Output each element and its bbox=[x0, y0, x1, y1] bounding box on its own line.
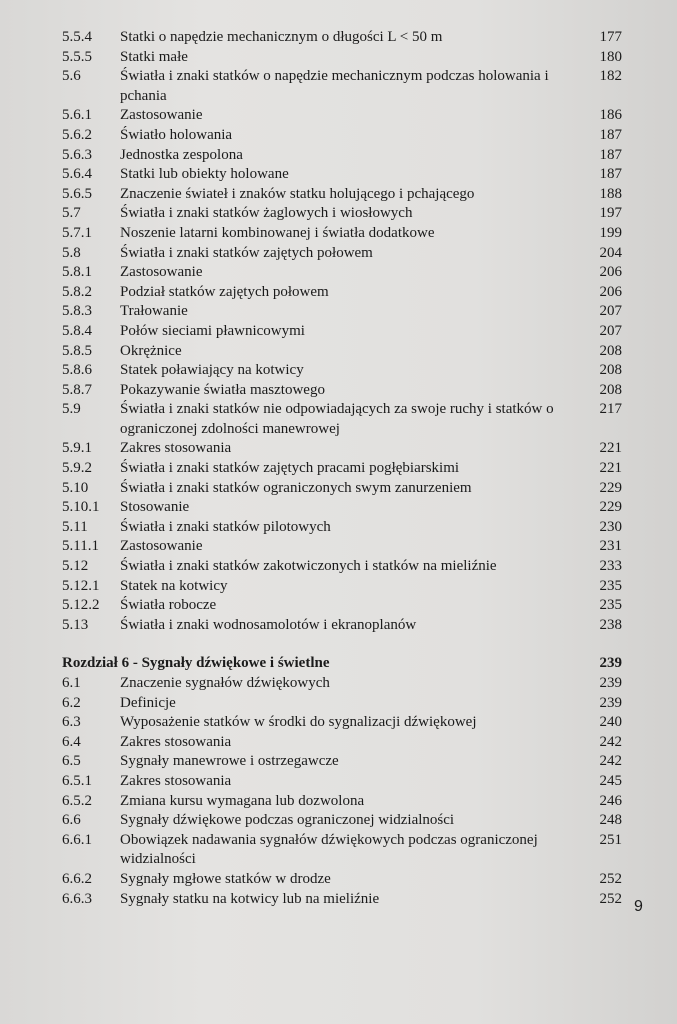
entry-title: Statek poławiający na kotwicy bbox=[120, 362, 304, 379]
entry-number: 5.8.2 bbox=[62, 283, 92, 300]
entry-page: 248 bbox=[599, 812, 622, 829]
entry-number: 5.12.1 bbox=[62, 577, 100, 594]
entry-page: 238 bbox=[599, 616, 622, 633]
entry-number: 5.7.1 bbox=[62, 224, 92, 241]
entry-page: 188 bbox=[599, 185, 622, 202]
entry-number: 5.8.6 bbox=[62, 362, 92, 379]
entry-number: 5.12 bbox=[62, 558, 89, 575]
entry-number: 5.6.1 bbox=[62, 107, 92, 124]
entry-page: 187 bbox=[599, 146, 622, 163]
entry-title: Światła i znaki statków ograniczonych swym zanurzeniem bbox=[120, 479, 472, 496]
chapter-page: 239 bbox=[599, 655, 622, 672]
entry-title: Światła i znaki statków pilotowych bbox=[120, 518, 331, 535]
table-of-contents bbox=[62, 28, 622, 909]
entry-title: Sygnały dźwiękowe podczas ograniczonej widzialności bbox=[120, 812, 455, 829]
entry-page: 252 bbox=[599, 890, 622, 907]
entry-page: 233 bbox=[599, 558, 622, 575]
entry-title: Światła i znaki statków nie odpowiadających za swoje ruchy i statków o ograniczonej zdolności manewrowej bbox=[120, 401, 554, 437]
entry-title: Światło holowania bbox=[120, 126, 233, 143]
toc-entry bbox=[62, 361, 622, 381]
entry-number: 5.9 bbox=[62, 401, 81, 418]
entry-number: 5.13 bbox=[62, 616, 89, 633]
toc-entry bbox=[62, 244, 622, 264]
entry-page: 187 bbox=[599, 166, 622, 183]
entry-number: 5.10 bbox=[62, 479, 89, 496]
chapter-title: Rozdział 6 - Sygnały dźwiękowe i świetlne bbox=[62, 655, 330, 672]
entry-title: Statek na kotwicy bbox=[120, 577, 228, 594]
toc-entry bbox=[62, 224, 622, 244]
entry-title: Definicje bbox=[120, 694, 176, 711]
toc-entry bbox=[62, 283, 622, 303]
entry-number: 5.9.2 bbox=[62, 460, 92, 477]
entry-title: Statki lub obiekty holowane bbox=[120, 166, 289, 183]
entry-number: 6.5 bbox=[62, 753, 81, 770]
entry-page: 242 bbox=[599, 753, 622, 770]
toc-entry bbox=[62, 752, 622, 772]
entry-number: 6.4 bbox=[62, 733, 81, 750]
entry-number: 6.5.2 bbox=[62, 792, 92, 809]
entry-title: Obowiązek nadawania sygnałów dźwiękowych podczas ograniczonej widzialności bbox=[120, 831, 538, 868]
toc-entry bbox=[62, 870, 622, 890]
toc-entry bbox=[62, 616, 622, 636]
entry-number: 5.6.4 bbox=[62, 166, 92, 183]
entry-number: 6.6.2 bbox=[62, 870, 92, 887]
entry-number: 6.6 bbox=[62, 812, 81, 829]
toc-entry bbox=[62, 322, 622, 342]
toc-entry bbox=[62, 126, 622, 146]
entry-number: 5.8.5 bbox=[62, 342, 92, 359]
entry-page: 221 bbox=[599, 440, 622, 457]
toc-entry bbox=[62, 28, 622, 48]
entry-page: 204 bbox=[599, 244, 622, 261]
toc-entry bbox=[62, 577, 622, 597]
entry-title: Sygnały mgłowe statków w drodze bbox=[120, 870, 331, 887]
entry-title: Statki małe bbox=[120, 48, 188, 65]
entry-number: 6.5.1 bbox=[62, 772, 92, 789]
entry-page: 187 bbox=[599, 126, 622, 143]
toc-entry bbox=[62, 165, 622, 185]
entry-title: Sygnały manewrowe i ostrzegawcze bbox=[120, 753, 339, 770]
toc-entry bbox=[62, 479, 622, 499]
toc-entry bbox=[62, 106, 622, 126]
entry-number: 6.6.3 bbox=[62, 890, 92, 907]
entry-number: 6.1 bbox=[62, 675, 81, 691]
entry-title: Jednostka zespolona bbox=[120, 146, 243, 163]
entry-page: 199 bbox=[599, 224, 622, 241]
entry-page: 230 bbox=[599, 518, 622, 535]
entry-number: 5.9.1 bbox=[62, 440, 92, 457]
entry-page: 239 bbox=[599, 694, 622, 711]
entry-title: Znaczenie sygnałów dźwiękowych bbox=[120, 675, 330, 691]
entry-title: Zastosowanie bbox=[120, 538, 203, 555]
entry-title: Zastosowanie bbox=[120, 264, 203, 281]
toc-entry bbox=[62, 498, 622, 518]
entry-title: Zakres stosowania bbox=[120, 440, 232, 457]
toc-entry bbox=[62, 890, 622, 910]
entry-number: 5.5.4 bbox=[62, 29, 92, 45]
entry-page: 206 bbox=[599, 264, 622, 281]
chapter-heading bbox=[62, 654, 622, 674]
entry-title: Statki o napędzie mechanicznym o długości L < 50 m bbox=[120, 29, 443, 45]
entry-page: 251 bbox=[599, 831, 622, 848]
entry-title: Zakres stosowania bbox=[120, 733, 232, 750]
entry-title: Światła i znaki statków zajętych pracami pogłębiarskimi bbox=[120, 460, 460, 477]
entry-number: 5.10.1 bbox=[62, 499, 100, 516]
toc-entry bbox=[62, 342, 622, 362]
entry-page: 182 bbox=[599, 68, 622, 85]
entry-number: 5.8.4 bbox=[62, 322, 92, 339]
entry-title: Światła i znaki statków zakotwiczonych i statków na mieliźnie bbox=[120, 558, 497, 575]
toc-entry bbox=[62, 146, 622, 166]
entry-page: 208 bbox=[599, 342, 622, 359]
entry-page: 245 bbox=[599, 772, 622, 789]
entry-title: Połów sieciami pławnicowymi bbox=[120, 322, 305, 339]
entry-number: 5.11.1 bbox=[62, 538, 99, 555]
entry-page: 206 bbox=[599, 283, 622, 300]
entry-page: 240 bbox=[599, 714, 622, 731]
entry-number: 6.6.1 bbox=[62, 831, 92, 848]
entry-page: 186 bbox=[599, 107, 622, 124]
entry-number: 6.3 bbox=[62, 714, 81, 731]
entry-title: Pokazywanie światła masztowego bbox=[120, 381, 325, 398]
entry-page: 217 bbox=[599, 401, 622, 418]
entry-page: 239 bbox=[599, 675, 622, 691]
entry-number: 5.8 bbox=[62, 244, 81, 261]
entry-title: Światła i znaki statków zajętych połowem bbox=[120, 244, 373, 261]
toc-entry bbox=[62, 674, 622, 694]
entry-page: 207 bbox=[599, 322, 622, 339]
entry-number: 5.6.2 bbox=[62, 126, 92, 143]
entry-page: 229 bbox=[599, 499, 622, 516]
entry-page: 242 bbox=[599, 733, 622, 750]
toc-entry bbox=[62, 439, 622, 459]
toc-entry bbox=[62, 811, 622, 831]
entry-page: 229 bbox=[599, 479, 622, 496]
entry-page: 207 bbox=[599, 303, 622, 320]
toc-entry bbox=[62, 400, 622, 439]
entry-number: 5.6.5 bbox=[62, 185, 92, 202]
toc-entry bbox=[62, 204, 622, 224]
entry-title: Wyposażenie statków w środki do sygnalizacji dźwiękowej bbox=[120, 714, 477, 731]
entry-page: 197 bbox=[599, 205, 622, 222]
entry-title: Zastosowanie bbox=[120, 107, 203, 124]
toc-entry bbox=[62, 518, 622, 538]
entry-number: 5.11 bbox=[62, 518, 88, 535]
entry-title: Zakres stosowania bbox=[120, 772, 232, 789]
entry-number: 5.6.3 bbox=[62, 146, 92, 163]
toc-entry bbox=[62, 772, 622, 792]
toc-entry bbox=[62, 831, 622, 870]
entry-number: 5.7 bbox=[62, 205, 81, 222]
toc-section-5 bbox=[62, 28, 622, 635]
entry-page: 252 bbox=[599, 870, 622, 887]
entry-number: 5.12.2 bbox=[62, 597, 100, 614]
page-number: 9 bbox=[634, 898, 643, 915]
toc-entry bbox=[62, 459, 622, 479]
toc-entry bbox=[62, 733, 622, 753]
entry-number: 5.8.3 bbox=[62, 303, 92, 320]
entry-number: 5.8.1 bbox=[62, 264, 92, 281]
entry-number: 5.5.5 bbox=[62, 48, 92, 65]
entry-page: 208 bbox=[599, 381, 622, 398]
entry-page: 208 bbox=[599, 362, 622, 379]
toc-entry bbox=[62, 557, 622, 577]
entry-title: Sygnały statku na kotwicy lub na mieliźnie bbox=[120, 890, 380, 907]
entry-title: Zmiana kursu wymagana lub dozwolona bbox=[120, 792, 365, 809]
entry-number: 6.2 bbox=[62, 694, 81, 711]
toc-entry bbox=[62, 302, 622, 322]
entry-title: Światła i znaki statków o napędzie mechanicznym podczas holowania i pchania bbox=[120, 68, 549, 104]
entry-title: Światła robocze bbox=[120, 597, 217, 614]
toc-section-6 bbox=[62, 674, 622, 909]
entry-page: 177 bbox=[599, 29, 622, 45]
entry-title: Światła i znaki statków żaglowych i wiosłowych bbox=[120, 205, 413, 222]
entry-page: 235 bbox=[599, 577, 622, 594]
entry-page: 221 bbox=[599, 460, 622, 477]
toc-entry bbox=[62, 263, 622, 283]
toc-entry bbox=[62, 67, 622, 106]
toc-entry bbox=[62, 537, 622, 557]
toc-entry bbox=[62, 48, 622, 68]
entry-title: Światła i znaki wodnosamolotów i ekranoplanów bbox=[120, 616, 417, 633]
entry-title: Trałowanie bbox=[120, 303, 188, 320]
toc-entry bbox=[62, 694, 622, 714]
entry-title: Stosowanie bbox=[120, 499, 190, 516]
toc-entry bbox=[62, 792, 622, 812]
toc-entry bbox=[62, 596, 622, 616]
entry-number: 5.8.7 bbox=[62, 381, 92, 398]
entry-title: Podział statków zajętych połowem bbox=[120, 283, 329, 300]
entry-page: 246 bbox=[599, 792, 622, 809]
toc-entry bbox=[62, 381, 622, 401]
entry-page: 231 bbox=[599, 538, 622, 555]
entry-page: 180 bbox=[599, 48, 622, 65]
toc-entry bbox=[62, 713, 622, 733]
entry-page: 235 bbox=[599, 597, 622, 614]
entry-title: Znaczenie świateł i znaków statku holującego i pchającego bbox=[120, 185, 475, 202]
entry-title: Okrężnice bbox=[120, 342, 182, 359]
entry-number: 5.6 bbox=[62, 68, 81, 85]
toc-entry bbox=[62, 185, 622, 205]
entry-title: Noszenie latarni kombinowanej i światła dodatkowe bbox=[120, 224, 435, 241]
